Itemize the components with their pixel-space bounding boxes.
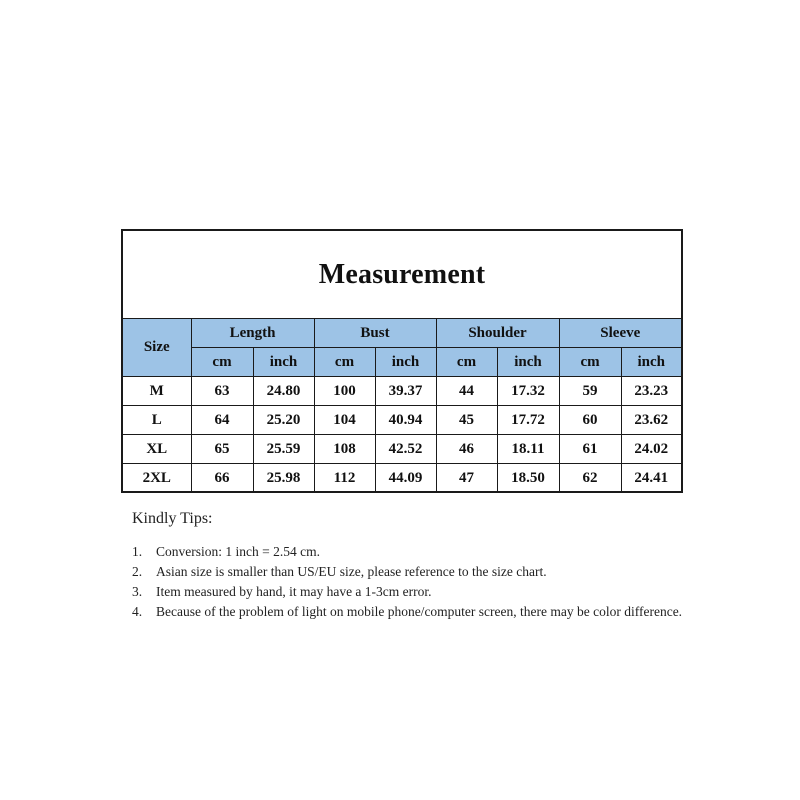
- unit-header: inch: [375, 348, 436, 377]
- size-cell: L: [123, 406, 191, 435]
- table-cell: 60: [559, 406, 621, 435]
- group-header-length: Length: [191, 319, 314, 348]
- tip-number: 1.: [132, 544, 143, 559]
- tip-number: 4.: [132, 604, 143, 619]
- table-cell: 23.23: [621, 377, 681, 406]
- table-cell: 63: [191, 377, 253, 406]
- table-cell: 44.09: [375, 464, 436, 493]
- tip-text: Asian size is smaller than US/EU size, please reference to the size chart.: [156, 564, 547, 579]
- size-cell: M: [123, 377, 191, 406]
- unit-header: inch: [497, 348, 559, 377]
- table-cell: 46: [436, 435, 497, 464]
- table-cell: 108: [314, 435, 375, 464]
- unit-header: inch: [253, 348, 314, 377]
- table-cell: 25.20: [253, 406, 314, 435]
- table-cell: 64: [191, 406, 253, 435]
- tips-title: Kindly Tips:: [132, 510, 213, 527]
- list-item: [132, 542, 692, 562]
- table-cell: 66: [191, 464, 253, 493]
- table-row: [123, 377, 681, 406]
- size-table: [123, 318, 681, 493]
- table-cell: 24.02: [621, 435, 681, 464]
- size-cell: XL: [123, 435, 191, 464]
- group-header-bust: Bust: [314, 319, 436, 348]
- table-cell: 23.62: [621, 406, 681, 435]
- table-cell: 42.52: [375, 435, 436, 464]
- list-item: [132, 602, 692, 622]
- table-cell: 104: [314, 406, 375, 435]
- table-cell: 18.11: [497, 435, 559, 464]
- tip-number: 2.: [132, 564, 143, 579]
- table-cell: 112: [314, 464, 375, 493]
- table-row: [123, 406, 681, 435]
- table-cell: 65: [191, 435, 253, 464]
- unit-header: cm: [436, 348, 497, 377]
- table-cell: 40.94: [375, 406, 436, 435]
- list-item: [132, 562, 692, 582]
- table-cell: 45: [436, 406, 497, 435]
- group-header-sleeve: Sleeve: [559, 319, 681, 348]
- table-cell: 18.50: [497, 464, 559, 493]
- list-item: [132, 582, 692, 602]
- table-cell: 39.37: [375, 377, 436, 406]
- table-row: [123, 435, 681, 464]
- table-cell: 100: [314, 377, 375, 406]
- table-cell: 24.80: [253, 377, 314, 406]
- tip-text: Item measured by hand, it may have a 1-3cm error.: [156, 584, 432, 599]
- chart-title: Measurement: [318, 258, 486, 290]
- table-cell: 62: [559, 464, 621, 493]
- size-header: Size: [123, 319, 191, 377]
- size-cell: 2XL: [123, 464, 191, 493]
- table-cell: 17.72: [497, 406, 559, 435]
- table-cell: 61: [559, 435, 621, 464]
- table-cell: 25.98: [253, 464, 314, 493]
- tip-text: Because of the problem of light on mobile phone/computer screen, there may be color difference.: [156, 604, 683, 619]
- unit-header: cm: [559, 348, 621, 377]
- tip-text: Conversion: 1 inch = 2.54 cm.: [156, 544, 320, 559]
- table-cell: 44: [436, 377, 497, 406]
- unit-header: cm: [191, 348, 253, 377]
- unit-header: inch: [621, 348, 681, 377]
- table-cell: 24.41: [621, 464, 681, 493]
- table-cell: 59: [559, 377, 621, 406]
- table-cell: 17.32: [497, 377, 559, 406]
- size-chart: [121, 229, 683, 493]
- tip-number: 3.: [132, 584, 143, 599]
- group-header-shoulder: Shoulder: [436, 319, 559, 348]
- kindly-tips: [132, 510, 692, 622]
- table-cell: 47: [436, 464, 497, 493]
- table-cell: 25.59: [253, 435, 314, 464]
- unit-header: cm: [314, 348, 375, 377]
- table-row: [123, 464, 681, 493]
